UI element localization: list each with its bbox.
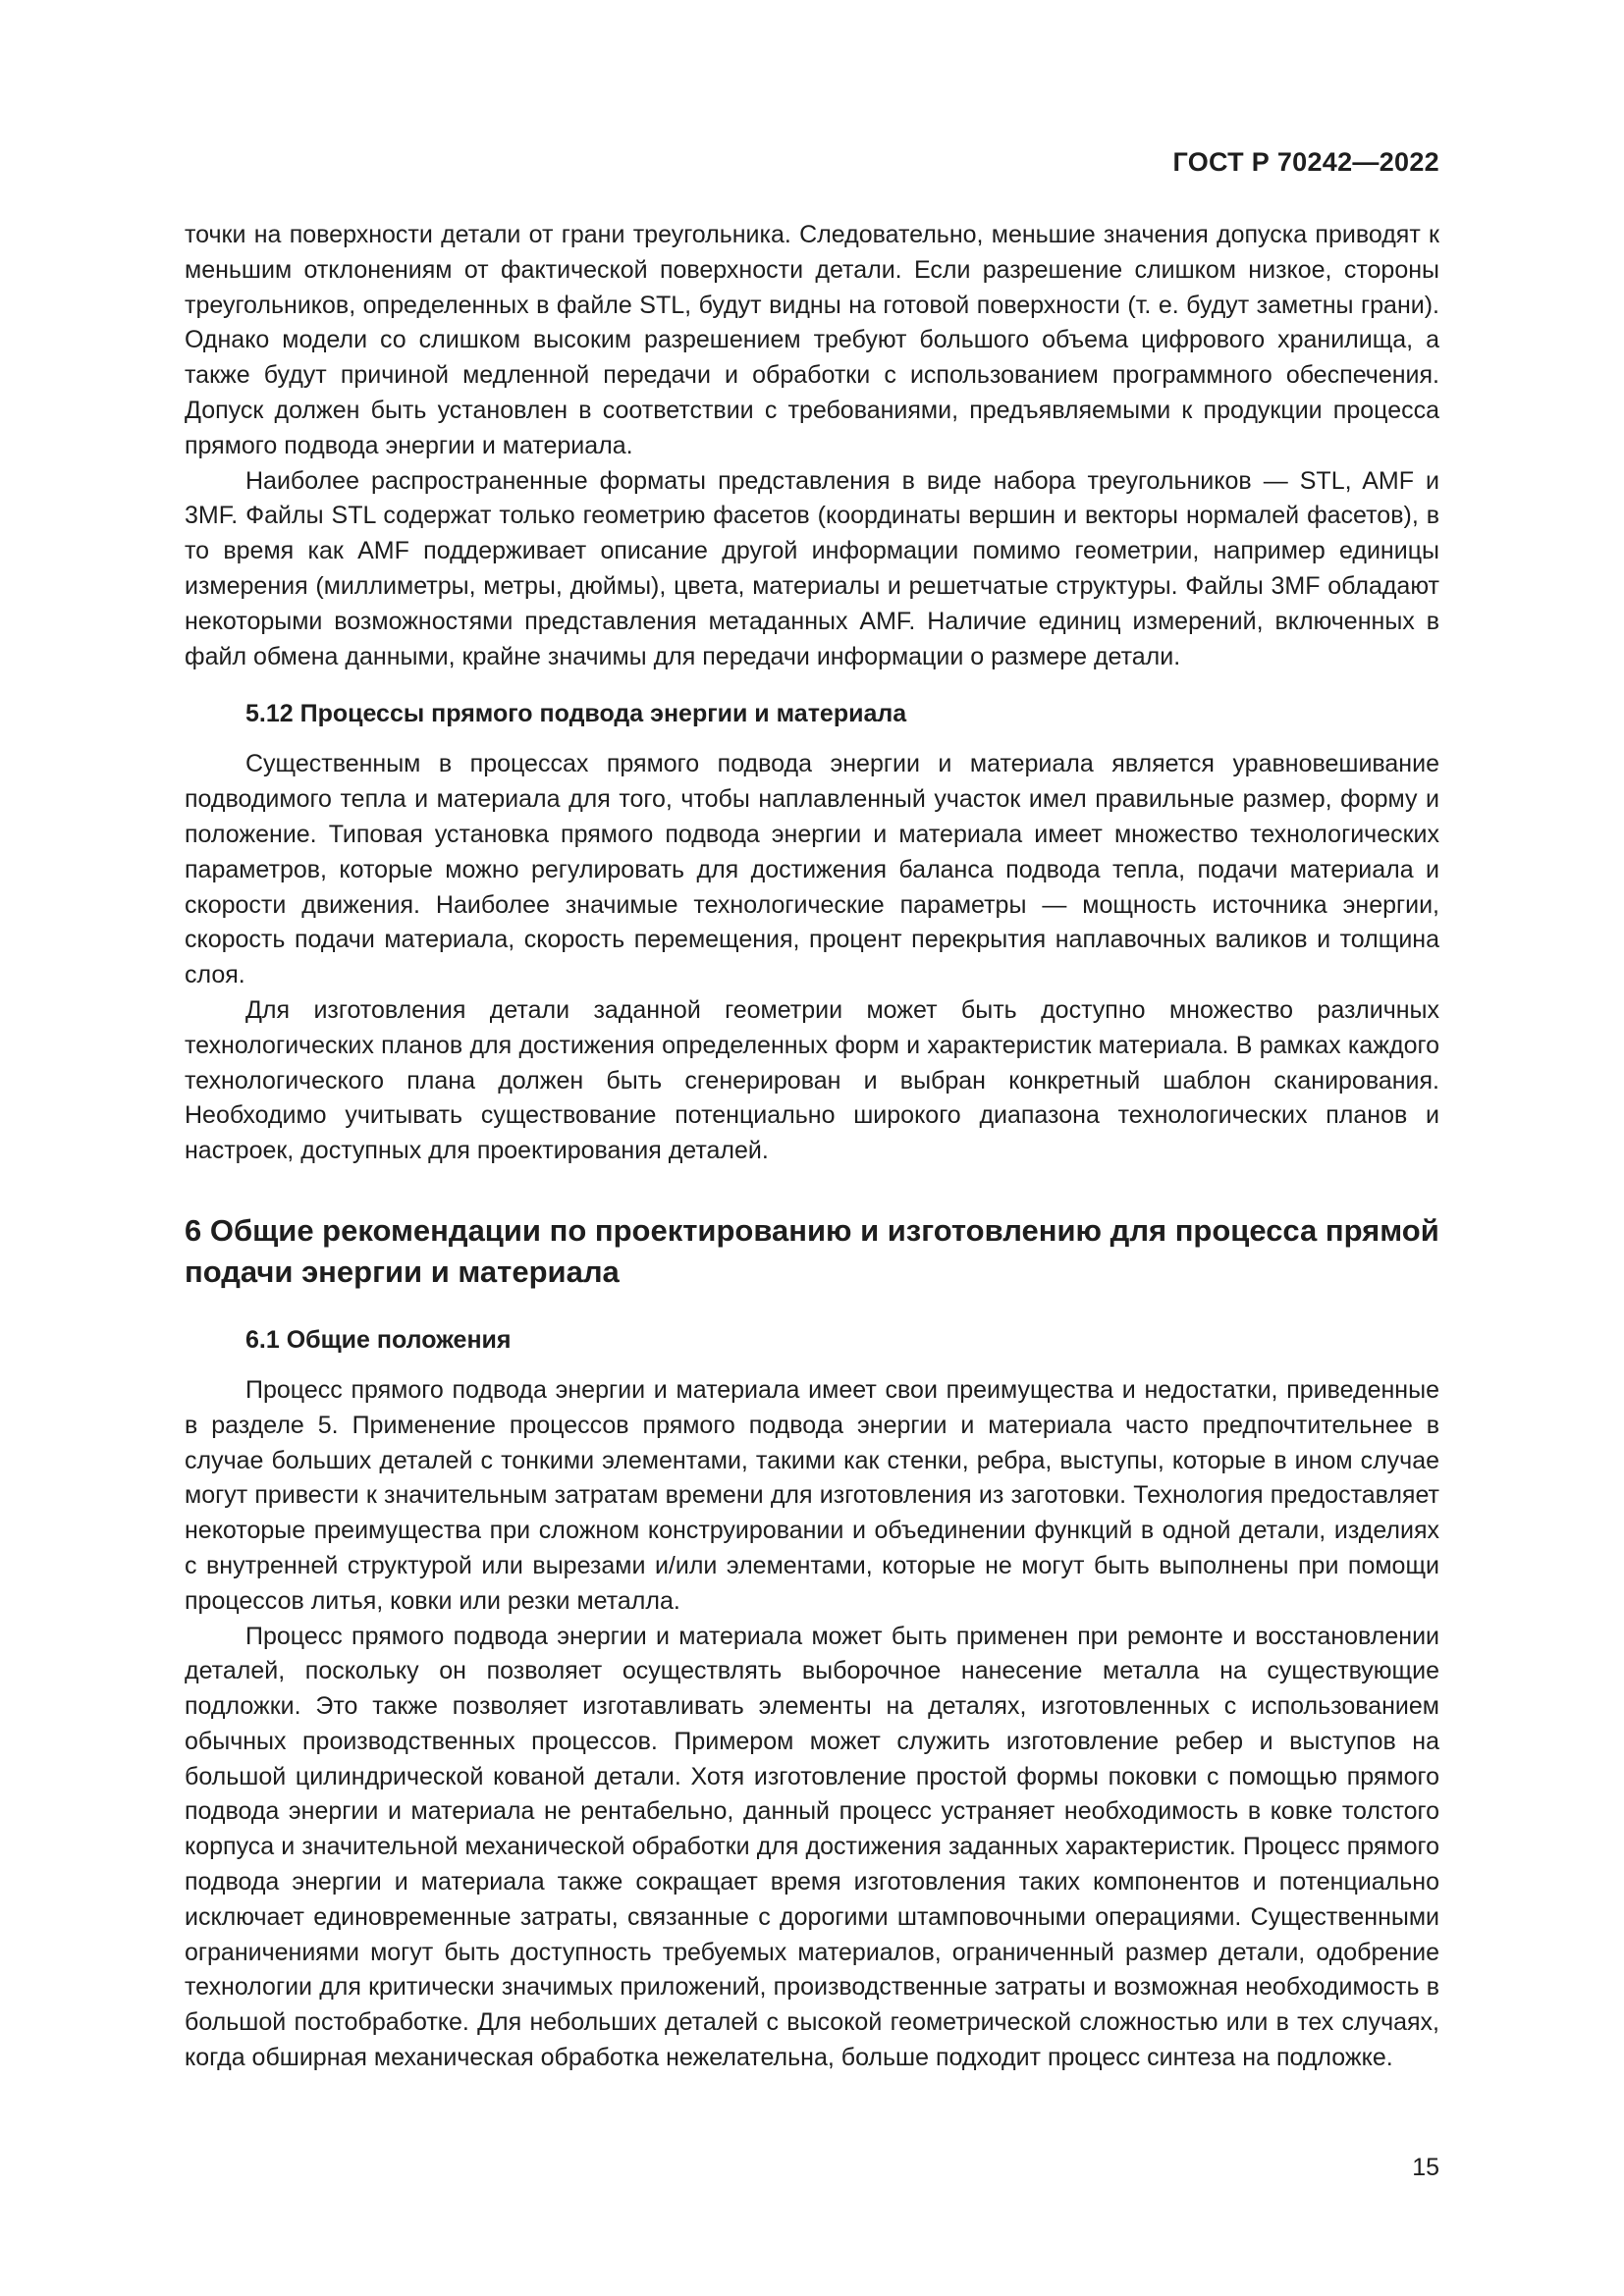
page-number: 15	[1412, 2154, 1439, 2181]
section-5-12-paragraph: Для изготовления детали заданной геометрии может быть доступно множество различных технологических планов для достижения определенных форм и характеристик материала. В рамках каждого технологического плана должен быть сгенерирован и выбран конкретный шаблон сканирования. Необходимо учитывать существование потенциально широкого диапазона технологических планов и настроек, доступных для проектирования деталей.	[185, 995, 1439, 1165]
section-6-heading: 6 Общие рекомендации по проектированию и изготовлению для процесса прямой подачи энергии и материала	[185, 1212, 1439, 1289]
section-6-1-paragraph: Процесс прямого подвода энергии и материала может быть применен при ремонте и восстановлении деталей, поскольку он позволяет осуществлять выборочное нанесение металла на существующие подложки. Это также позволяет изготавливать элементы на деталях, изготовленных с использованием обычных производственных процессов. Примером может служить изготовление ребер и выступов на большой цилиндрической кованой детали. Хотя изготовление простой формы поковки с помощью прямого подвода энергии и материала не рентабельно, данный процесс устраняет необходимость в ковке толстого корпуса и значительной механической обработки для достижения заданных характеристик. Процесс прямого подвода энергии и материала также сокращает время изготовления таких компонентов и потенциально исключает единовременные затраты, связанные с дорогими штамповочными операциями. Существенными ограничениями могут быть доступность требуемых материалов, ограниченный размер детали, одобрение технологии для критически значимых приложений, производственные затраты и возможная необходимость в большой постобработке. Для небольших деталей с высокой геометрической сложностью или в тех случаях, когда обширная механическая обработка нежелательна, больше подходит процесс синтеза на подложке.	[185, 1622, 1439, 2072]
section-5-12-heading: 5.12 Процессы прямого подвода энергии и материала	[245, 700, 907, 728]
document-header: ГОСТ Р 70242—2022	[1172, 147, 1439, 177]
page-body	[185, 218, 1439, 2076]
paragraph-formats: Наиболее распространенные форматы представления в виде набора треугольников — STL, AMF и 3MF. Файлы STL содержат только геометрию фасетов (координаты вершин и векторы нормалей фасетов), в то время как AMF поддерживает описание другой информации помимо геометрии, например единицы измерения (миллиметры, метры, дюймы), цвета, материалы и решетчатые структуры. Файлы 3MF обладают некоторыми возможностями представления метаданных AMF. Наличие единиц измерений, включенных в файл обмена данными, крайне значимы для передачи информации о размере детали.	[185, 466, 1439, 670]
section-6-1-heading: 6.1 Общие положения	[245, 1325, 512, 1354]
section-6-1-paragraph: Процесс прямого подвода энергии и материала имеет свои преимущества и недостатки, приведенные в разделе 5. Применение процессов прямого подвода энергии и материала часто предпочтительнее в случае больших деталей с тонкими элементами, такими как стенки, ребра, выступы, которые в ином случае могут привести к значительным затратам времени для изготовления из заготовки. Технология предоставляет некоторые преимущества при сложном конструировании и объединении функций в одной детали, изделиях с внутренней структурой или вырезами и/или элементами, которые не могут быть выполнены при помощи процессов литья, ковки или резки металла.	[185, 1375, 1439, 1615]
section-5-12-paragraph: Существенным в процессах прямого подвода энергии и материала является уравновешивание подводимого тепла и материала для того, чтобы наплавленный участок имел правильные размер, форму и положение. Типовая установка прямого подвода энергии и материала имеет множество технологических параметров, которые можно регулировать для достижения баланса подвода тепла, подачи материала и скорости движения. Наиболее значимые технологические параметры — мощность источника энергии, скорость подачи материала, скорость перемещения, процент перекрытия наплавочных валиков и толщина слоя.	[185, 750, 1439, 989]
paragraph-continued: точки на поверхности детали от грани треугольника. Следовательно, меньшие значения допуска приводят к меньшим отклонениям от фактической поверхности детали. Если разрешение слишком низкое, стороны треугольников, определенных в файле STL, будут видны на готовой поверхности (т. е. будут заметны грани). Однако модели со слишком высоким разрешением требуют большого объема цифрового хранилища, а также будут причиной медленной передачи и обработки с использованием программного обеспечения. Допуск должен быть установлен в соответствии с требованиями, предъявляемыми к продукции процесса прямого подвода энергии и материала.	[185, 221, 1439, 459]
